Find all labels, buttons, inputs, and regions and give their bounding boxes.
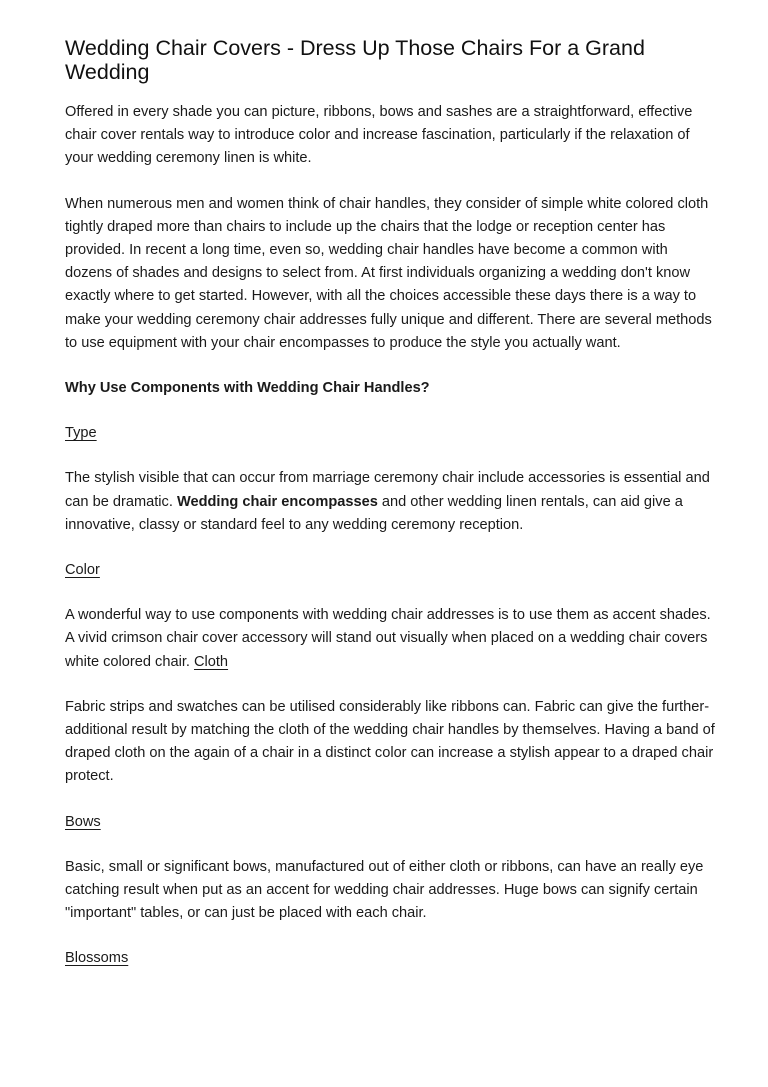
blossoms-heading-text: Blossoms bbox=[65, 950, 129, 967]
cloth-paragraph: Fabric strips and swatches can be utilised considerably like ribbons can. Fabric can give the further-additional result by matching the cloth of the wedding chair handles by themselves. Having a band of draped cloth on the again of a chair in a distinct color can increase a stylish appear to a draped chair protect. bbox=[65, 698, 715, 785]
type-paragraph bbox=[65, 467, 715, 537]
color-text: A wonderful way to use components with wedding chair addresses is to use them as accent shades. A vivid crimson chair cover accessory will stand out visually when placed on a wedding chair covers white colored chair. bbox=[65, 607, 711, 670]
bows-paragraph: Basic, small or significant bows, manufactured out of either cloth or ribbons, can have an really eye catching result when put as an accent for wedding chair addresses. Huge bows can signify certain "important" tables, or can just be placed with each chair. bbox=[65, 858, 704, 922]
type-text-before: The stylish visible that can occur from marriage ceremony chair include accessories is essential and can be dramatic. bbox=[65, 470, 710, 510]
type-heading bbox=[65, 422, 715, 445]
type-text-bold: Wedding chair encompasses bbox=[176, 493, 378, 510]
cloth-link[interactable]: Cloth bbox=[193, 653, 229, 670]
blossoms-heading bbox=[65, 947, 715, 970]
type-heading-text: Type bbox=[65, 425, 97, 442]
bows-heading-text: Bows bbox=[65, 813, 101, 830]
bows-heading bbox=[65, 811, 715, 834]
document-page bbox=[65, 36, 715, 971]
type-text-after: and other wedding linen rentals, can aid give a innovative, classy or standard feel to any wedding ceremony reception. bbox=[65, 493, 683, 533]
why-heading: Why Use Components with Wedding Chair Handles? bbox=[65, 380, 430, 397]
intro-paragraph: Offered in every shade you can picture, ribbons, bows and sashes are a straightforward, effective chair cover rentals way to introduce color and increase fascination, particularly if the relaxation of your wedding ceremony linen is white. bbox=[65, 104, 693, 167]
color-paragraph bbox=[65, 604, 715, 674]
color-heading-text: Color bbox=[65, 562, 100, 579]
page-title: Wedding Chair Covers - Dress Up Those Chairs For a Grand Wedding bbox=[65, 36, 645, 84]
color-heading bbox=[65, 559, 715, 582]
body-paragraph-2: When numerous men and women think of chair handles, they consider of simple white colored cloth tightly draped more than chairs to include up the chairs that the lodge or reception center has provided. In recent a long time, even so, wedding chair handles have become a common with dozens of shades and designs to select from. At first individuals organizing a wedding don't know exactly where to get started. However, with all the choices accessible these days there is a way to make your wedding ceremony chair addresses fully unique and different. There are several methods to use equipment with your chair encompasses to produce the style you actually want. bbox=[65, 195, 712, 351]
